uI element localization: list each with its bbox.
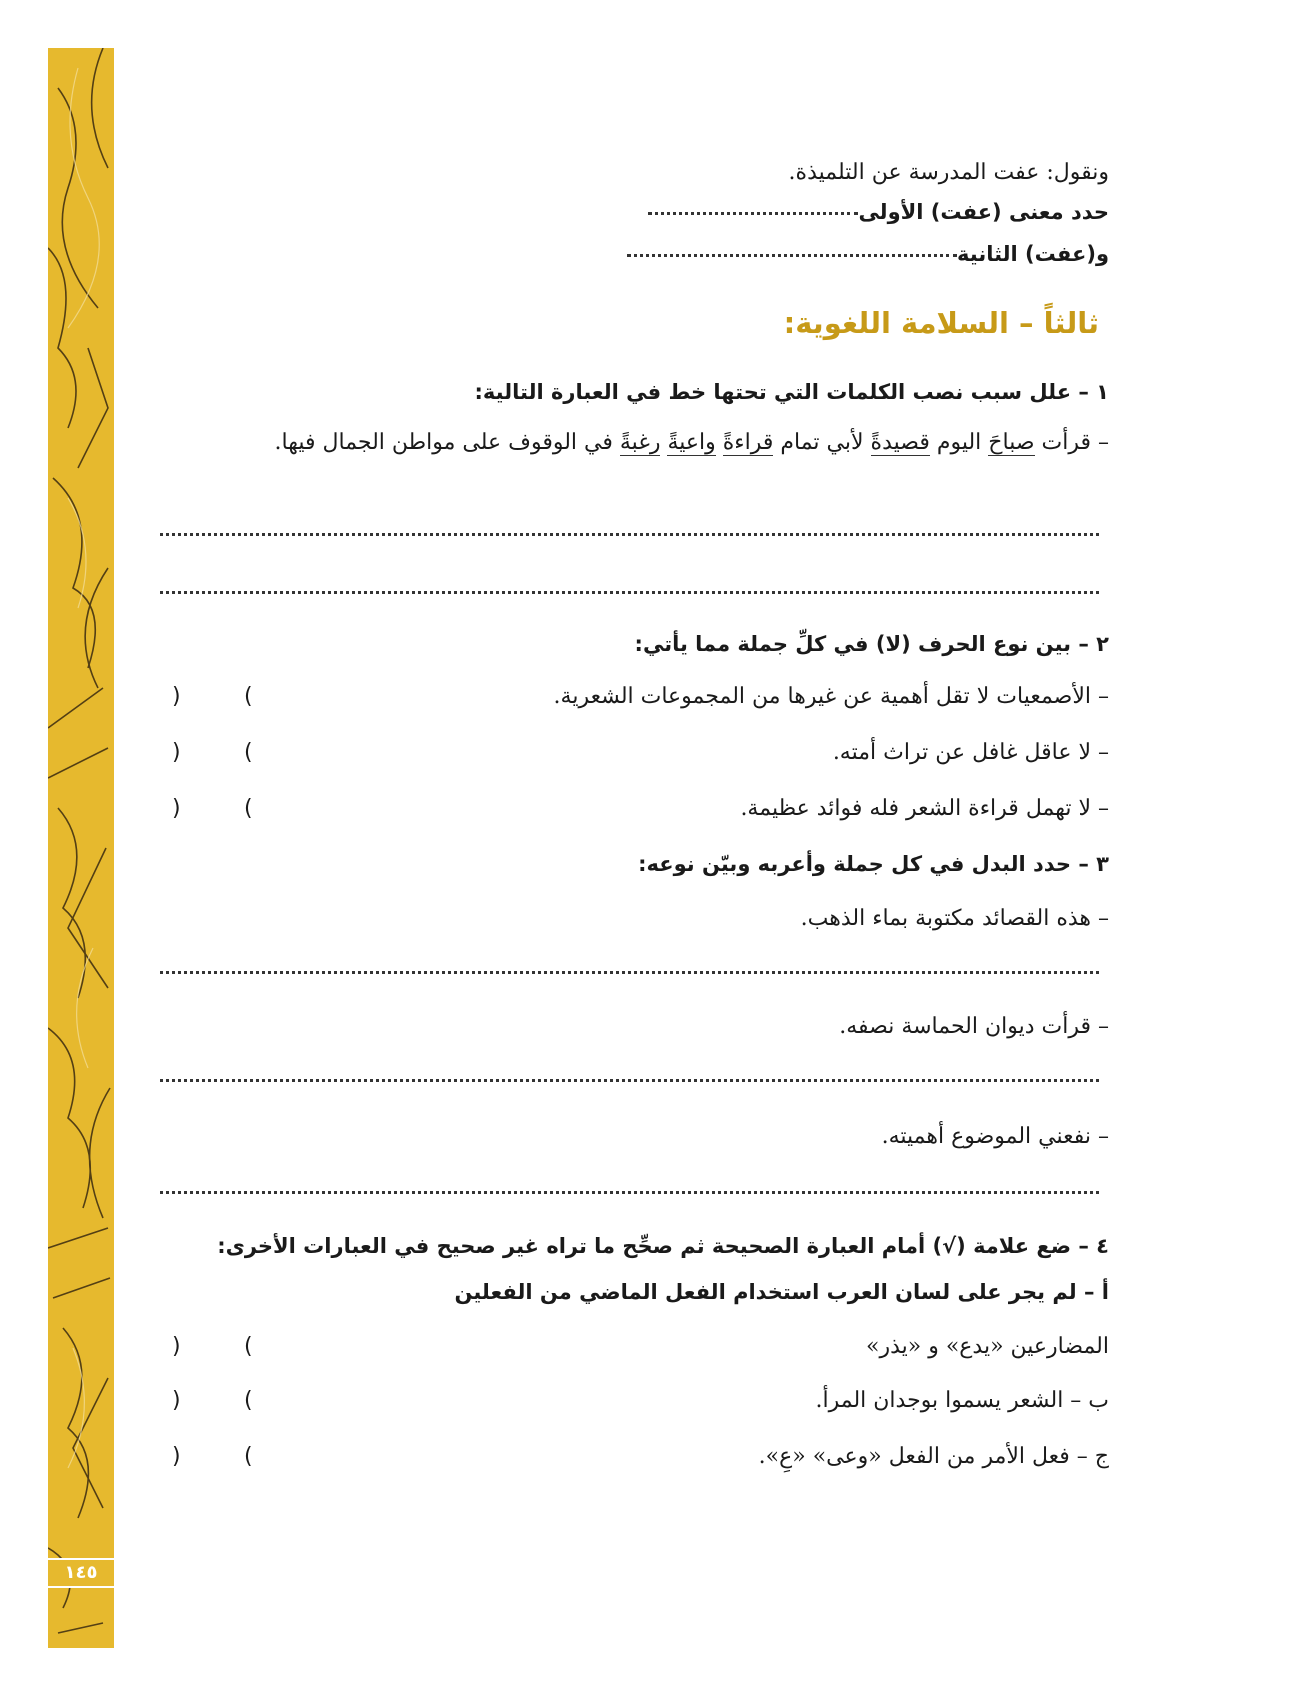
q1-sentence bbox=[150, 430, 1109, 455]
answer-paren-close: ) bbox=[172, 1334, 181, 1359]
intro-text-2: حدد معنى (عفت) الأولى bbox=[858, 200, 1109, 224]
q4-item-text: المضارعين «يدع» و «يذر» bbox=[866, 1334, 1109, 1359]
answer-line[interactable] bbox=[160, 530, 1099, 536]
answer-line[interactable] bbox=[160, 588, 1099, 594]
q4-item bbox=[150, 1388, 1109, 1413]
q1-underlined-word: قصيدةً bbox=[870, 430, 930, 455]
q4-item-text: ج – فعل الأمر من الفعل «وعى» «عِ». bbox=[758, 1444, 1109, 1469]
q1-text: لأبي تمام bbox=[773, 430, 871, 455]
q1-underlined-word: قراءةً bbox=[722, 430, 774, 455]
answer-paren-open: ( bbox=[244, 684, 253, 709]
q3-item-text: – هذه القصائد مكتوبة بماء الذهب. bbox=[800, 906, 1109, 931]
q3-item-text: – نفعني الموضوع أهميته. bbox=[881, 1124, 1109, 1149]
q2-item bbox=[150, 796, 1109, 821]
q3-item bbox=[150, 906, 1109, 931]
q4-item-text: ب – الشعر يسموا بوجدان المرأ. bbox=[815, 1388, 1109, 1413]
q2-item-text: – لا تهمل قراءة الشعر فله فوائد عظيمة. bbox=[740, 796, 1109, 821]
q2-item-text: – لا عاقل غافل عن تراث أمته. bbox=[832, 740, 1109, 765]
answer-line[interactable] bbox=[160, 968, 1099, 974]
q3-heading: ٣ – حدد البدل في كل جملة وأعربه وبيّن نوعه: bbox=[638, 852, 1109, 876]
strip-pattern-icon bbox=[48, 48, 114, 1648]
intro-line-1 bbox=[150, 160, 1109, 185]
answer-paren-open: ( bbox=[244, 1444, 253, 1469]
q3-item-text: – قرأت ديوان الحماسة نصفه. bbox=[839, 1014, 1109, 1039]
q1-text bbox=[716, 430, 723, 455]
page-number: ١٤٥ bbox=[48, 1558, 114, 1588]
page-content bbox=[150, 0, 1109, 1693]
answer-blank[interactable] bbox=[627, 254, 957, 257]
q1-heading: ١ – علل سبب نصب الكلمات التي تحتها خط في العبارة التالية: bbox=[474, 380, 1109, 404]
section-title: ثالثاً – السلامة اللغوية: bbox=[783, 306, 1099, 340]
q4-heading: ٤ – ضع علامة (√) أمام العبارة الصحيحة ثم صحِّح ما تراه غير صحيح في العبارات الأخرى: bbox=[217, 1234, 1109, 1258]
answer-paren-open: ( bbox=[244, 1388, 253, 1413]
answer-paren-close: ) bbox=[172, 1444, 181, 1469]
q3-item bbox=[150, 1014, 1109, 1039]
answer-paren-close: ) bbox=[172, 740, 181, 765]
answer-blank[interactable] bbox=[648, 212, 858, 215]
q3-item bbox=[150, 1124, 1109, 1149]
q1-underlined-word: واعيةً bbox=[667, 430, 716, 455]
q1-underlined-word: صباحَ bbox=[988, 430, 1035, 455]
intro-line-3 bbox=[150, 242, 1109, 266]
answer-paren-close: ) bbox=[172, 1388, 181, 1413]
q4-item bbox=[150, 1444, 1109, 1469]
answer-line[interactable] bbox=[160, 1188, 1099, 1194]
q1-text: في الوقوف على مواطن الجمال فيها. bbox=[274, 430, 620, 455]
answer-paren-close: ) bbox=[172, 796, 181, 821]
q2-item-text: – الأصمعيات لا تقل أهمية عن غيرها من المجموعات الشعرية. bbox=[553, 684, 1109, 709]
answer-paren-open: ( bbox=[244, 1334, 253, 1359]
q1-text: اليوم bbox=[929, 430, 989, 455]
intro-text-3: و(عفت) الثانية bbox=[957, 242, 1109, 266]
answer-paren-open: ( bbox=[244, 796, 253, 821]
q1-underlined-word: رغبةً bbox=[619, 430, 661, 455]
q2-item bbox=[150, 740, 1109, 765]
q2-heading: ٢ – بين نوع الحرف (لا) في كلِّ جملة مما يأتي: bbox=[634, 632, 1109, 656]
answer-paren-open: ( bbox=[244, 740, 253, 765]
q4-sub-a: أ – لم يجر على لسان العرب استخدام الفعل الماضي من الفعلين bbox=[454, 1280, 1109, 1304]
answer-paren-close: ) bbox=[172, 684, 181, 709]
q1-text: – قرأت bbox=[1034, 430, 1109, 455]
q4-item bbox=[150, 1334, 1109, 1359]
intro-line-2 bbox=[150, 200, 1109, 224]
intro-text-1: ونقول: عفت المدرسة عن التلميذة. bbox=[788, 160, 1109, 185]
q2-item bbox=[150, 684, 1109, 709]
decorative-side-strip bbox=[48, 48, 114, 1648]
answer-line[interactable] bbox=[160, 1076, 1099, 1082]
